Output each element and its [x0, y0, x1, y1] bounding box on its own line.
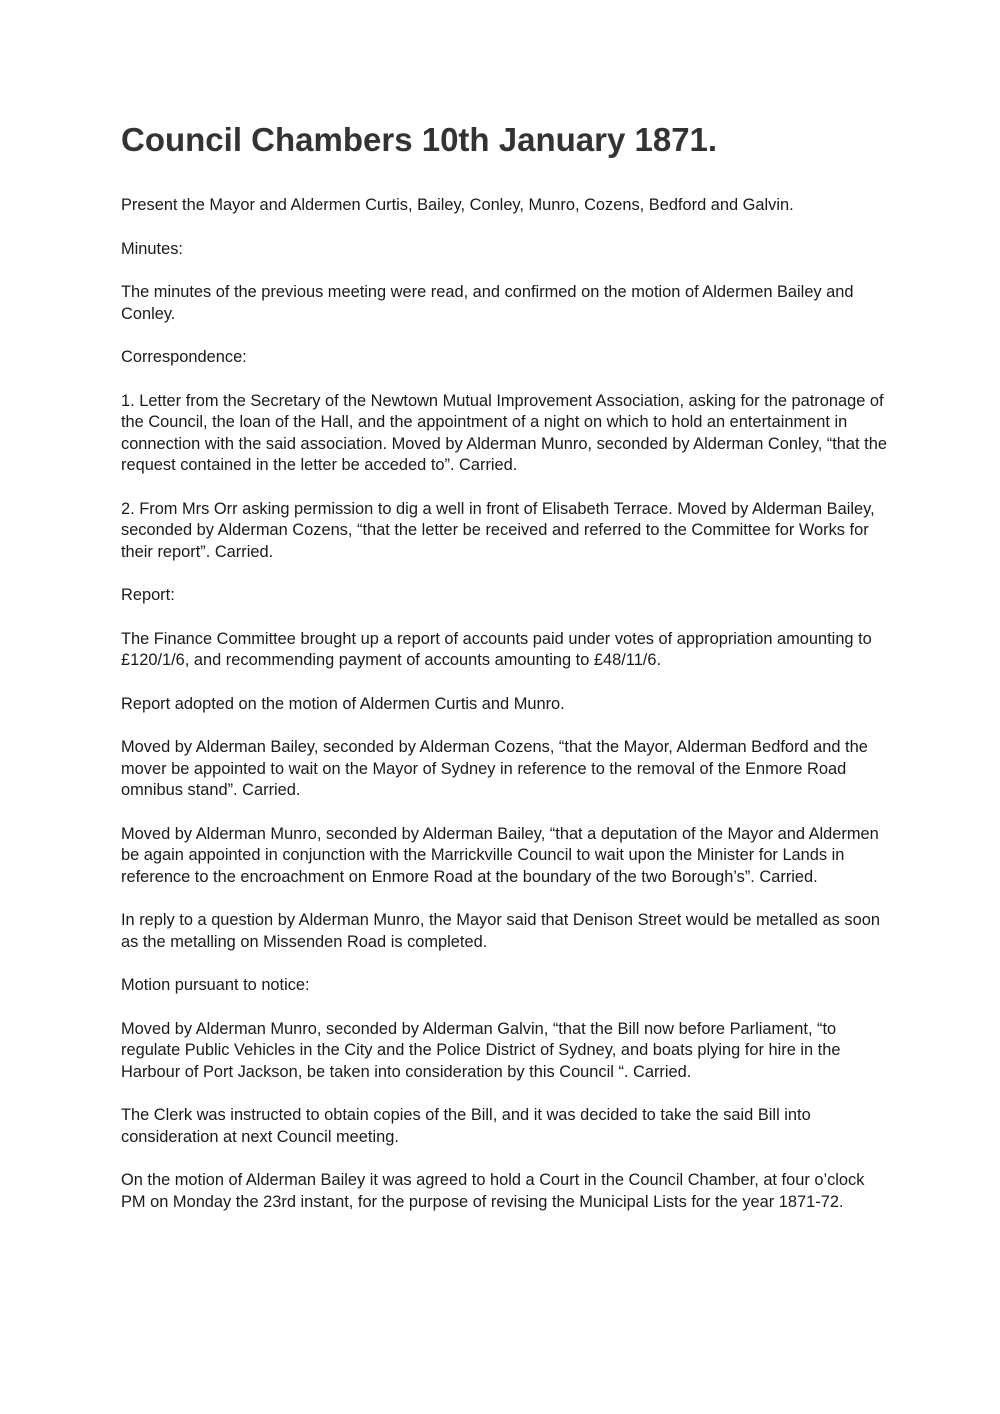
document-body: [121, 118, 891, 1235]
motion-omnibus-stand: Moved by Alderman Bailey, seconded by Alderman Cozens, “that the Mayor, Alderman Bedford and the mover be appointed to wait on the Mayor of Sydney in reference to the removal of the Enmore Road omnibus stand”. Carried.: [121, 738, 868, 799]
clerk-instruction-paragraph: The Clerk was instructed to obtain copies of the Bill, and it was decided to take the said Bill into consideration at next Council meeting.: [121, 1106, 811, 1146]
section-heading-report: Report:: [121, 586, 175, 604]
revision-court-paragraph: On the motion of Alderman Bailey it was agreed to hold a Court in the Council Chamber, at four o’clock PM on Monday the 23rd instant, for the purpose of revising the Municipal Lists for the year 1871-72.: [121, 1171, 865, 1211]
correspondence-item-2: 2. From Mrs Orr asking permission to dig a well in front of Elisabeth Terrace. Moved by Alderman Bailey, seconded by Alderman Cozens, “that the letter be received and referred to the Committee for Works for their report”. Carried.: [121, 499, 875, 561]
finance-report-paragraph: The Finance Committee brought up a report of accounts paid under votes of appropriation amounting to £120/1/6, and recommending payment of accounts amounting to £48/11/6.: [121, 629, 872, 669]
motion-deputation: Moved by Alderman Munro, seconded by Alderman Bailey, “that a deputation of the Mayor and Aldermen be again appointed in conjunction with the Marrickville Council to wait upon the Minister for Lands in reference to the encroachment on Enmore Road at the boundary of the two Borough’s”. Carried.: [121, 824, 879, 886]
section-heading-correspondence: Correspondence:: [121, 348, 247, 366]
denison-street-reply: In reply to a question by Alderman Munro, the Mayor said that Denison Street would be metalled as soon as the metalling on Missenden Road is completed.: [121, 911, 880, 951]
report-adopted-paragraph: Report adopted on the motion of Aldermen Curtis and Munro.: [121, 694, 565, 713]
page-title: Council Chambers 10th January 1871.: [121, 121, 718, 158]
attendance-paragraph: Present the Mayor and Aldermen Curtis, Bailey, Conley, Munro, Cozens, Bedford and Galvin.: [121, 196, 794, 214]
correspondence-item-1: 1. Letter from the Secretary of the Newtown Mutual Improvement Association, asking for the patronage of the Council, the loan of the Hall, and the appointment of a night on which to hold an entertainment in connection with the said association. Moved by Alderman Munro, seconded by Alderman Conley, “that the request contained in the letter be acceded to”. Carried.: [121, 391, 887, 474]
section-heading-minutes: Minutes:: [121, 239, 183, 258]
minutes-paragraph: The minutes of the previous meeting were read, and confirmed on the motion of Aldermen Bailey and Conley.: [121, 283, 854, 323]
motion-public-vehicles-bill: Moved by Alderman Munro, seconded by Alderman Galvin, “that the Bill now before Parliament, “to regulate Public Vehicles in the City and the Police District of Sydney, and boats plying for hire in the Harbour of Port Jackson, be taken into consideration by this Council “. Carried.: [121, 1019, 841, 1081]
section-heading-motion-notice: Motion pursuant to notice:: [121, 976, 310, 994]
